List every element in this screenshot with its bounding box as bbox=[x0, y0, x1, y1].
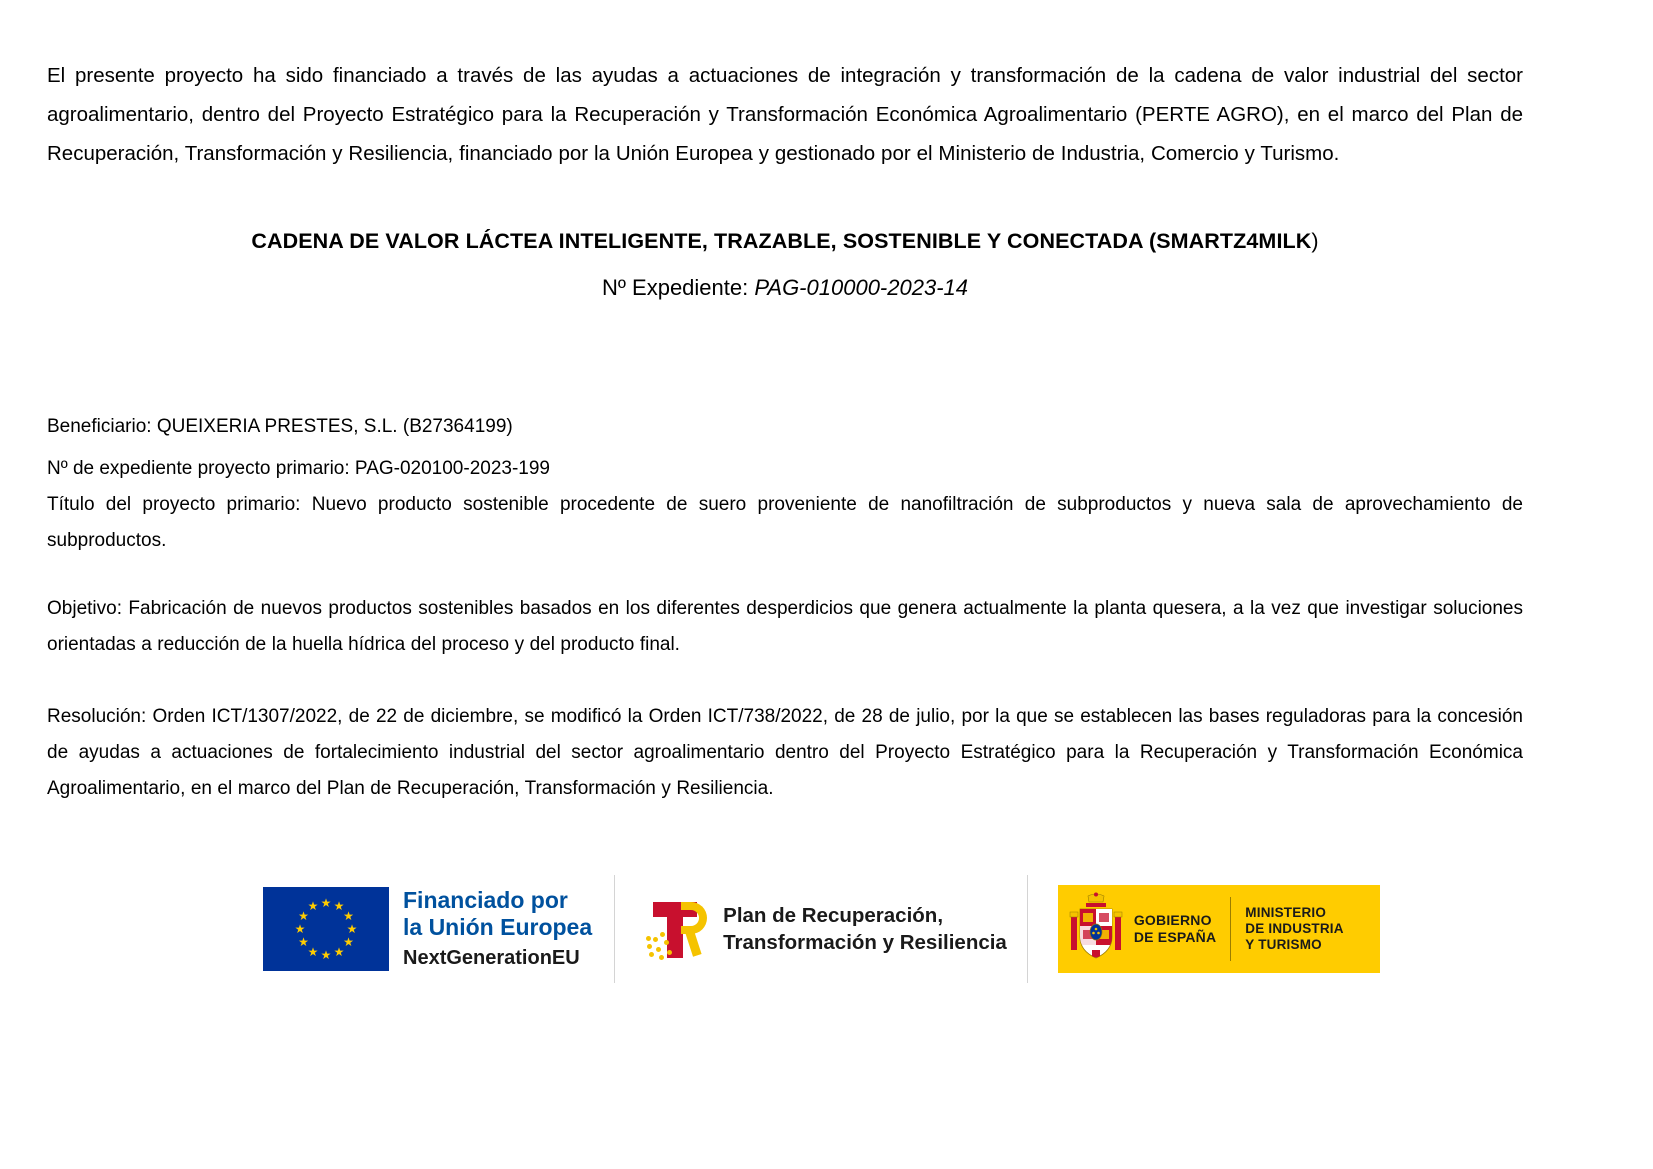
gobierno-line1: GOBIERNO bbox=[1133, 912, 1212, 928]
eu-star-icon: ★ bbox=[298, 909, 309, 923]
gobierno-separator bbox=[1230, 897, 1231, 961]
eu-star-icon: ★ bbox=[333, 944, 345, 959]
prtr-logo-text bbox=[723, 902, 1007, 956]
eu-logo-line2: la Unión Europea bbox=[403, 914, 593, 940]
spacer bbox=[47, 663, 1523, 699]
prtr-dots-icon bbox=[645, 928, 671, 958]
spain-coat-of-arms-icon bbox=[1068, 892, 1124, 966]
eu-star-icon: ★ bbox=[333, 899, 345, 914]
prtr-dot-icon bbox=[649, 952, 654, 957]
title-block bbox=[47, 225, 1523, 305]
gobierno-line2: DE ESPAÑA bbox=[1133, 929, 1217, 945]
prtr-dot-icon bbox=[646, 936, 651, 941]
eu-star-icon: ★ bbox=[346, 922, 358, 936]
gobierno-text bbox=[1134, 912, 1216, 946]
ministerio-line3: Y TURISMO bbox=[1245, 937, 1322, 952]
prtr-logo bbox=[615, 868, 1027, 990]
eu-logo-line3: NextGenerationEU bbox=[403, 947, 580, 969]
eu-star-icon: ★ bbox=[294, 922, 306, 936]
eu-flag-icon bbox=[263, 887, 389, 971]
spacer bbox=[47, 559, 1523, 591]
titulo-primario-paragraph: Título del proyecto primario: Nuevo producto sostenible procedente de suero proveniente de nanofiltración de subproductos y nueva sala de aprovechamiento de subproductos. bbox=[47, 494, 1523, 551]
eu-star-icon: ★ bbox=[320, 896, 332, 910]
page-title-paren: ) bbox=[1311, 229, 1319, 253]
prtr-dot-icon bbox=[664, 940, 669, 945]
expediente-label: Nº Expediente: bbox=[602, 275, 755, 300]
eu-star-icon: ★ bbox=[343, 935, 354, 949]
eu-star-icon: ★ bbox=[307, 944, 319, 959]
prtr-logo-line1: Plan de Recuperación, bbox=[723, 904, 944, 927]
resolucion-paragraph: Resolución: Orden ICT/1307/2022, de 22 de diciembre, se modificó la Orden ICT/738/2022, de 28 de julio, por la que se establecen las bases reguladoras para la concesión de ayudas a actuaciones de fortalecimiento industrial del sector agroalimentario dentro del Proyecto Estratégico para la Recuperación y Transformación Económica Agroalimentario, en el marco del Plan de Recuperación, Transformación y Resiliencia. bbox=[47, 706, 1523, 799]
expediente-code: PAG-010000-2023-14 bbox=[754, 275, 968, 300]
eu-star-icon: ★ bbox=[343, 909, 354, 923]
prtr-dot-icon bbox=[659, 955, 664, 960]
page-title-text: CADENA DE VALOR LÁCTEA INTELIGENTE, TRAZABLE, SOSTENIBLE Y CONECTADA (SMARTZ4MILK bbox=[251, 229, 1312, 253]
prtr-dot-icon bbox=[656, 947, 661, 952]
page-title bbox=[47, 225, 1523, 257]
prtr-dot-icon bbox=[653, 937, 658, 942]
eu-star-icon: ★ bbox=[307, 899, 319, 914]
eu-funding-logo bbox=[255, 868, 614, 990]
objetivo-paragraph: Objetivo: Fabricación de nuevos productos sostenibles basados en los diferentes desperdicios que genera actualmente la planta quesera, a la vez que investigar soluciones orientadas a reducción de la huella hídrica del proceso y del producto final. bbox=[47, 598, 1523, 655]
document-content bbox=[47, 56, 1523, 807]
beneficiario-line: Beneficiario: QUEIXERIA PRESTES, S.L. (B27364199) bbox=[47, 416, 513, 437]
ministerio-text bbox=[1245, 905, 1343, 953]
prtr-logo-line2: Transformación y Resiliencia bbox=[723, 931, 1007, 954]
prtr-dot-icon bbox=[647, 944, 652, 949]
expediente-line bbox=[47, 271, 1523, 305]
prtr-dot-icon bbox=[660, 932, 665, 937]
eu-star-icon: ★ bbox=[298, 935, 309, 949]
eu-logo-line1: Financiado por bbox=[403, 887, 568, 913]
expediente-primario-line: Nº de expediente proyecto primario: PAG-020100-2023-199 bbox=[47, 458, 550, 479]
funding-logo-bar bbox=[255, 868, 1344, 990]
ministerio-line2: DE INDUSTRIA bbox=[1245, 921, 1344, 936]
gobierno-logo bbox=[1028, 868, 1380, 990]
intro-paragraph: El presente proyecto ha sido financiado a través de las ayudas a actuaciones de integración y transformación de la cadena de valor industrial del sector agroalimentario, dentro del Proyecto Estratégico para la Recuperación y Transformación Económica Agroalimentario (PERTE AGRO), en el marco del Plan de Recuperación, Transformación y Resiliencia, financiado por la Unión Europea y gestionado por el Ministerio de Industria, Comercio y Turismo. bbox=[47, 64, 1523, 165]
eu-star-icon: ★ bbox=[320, 948, 332, 962]
eu-logo-text bbox=[403, 887, 592, 971]
gobierno-logo-box bbox=[1058, 885, 1380, 973]
ministerio-line1: MINISTERIO bbox=[1245, 905, 1327, 920]
prtr-tr-mark-icon bbox=[645, 898, 709, 960]
meta-block bbox=[47, 409, 1523, 807]
